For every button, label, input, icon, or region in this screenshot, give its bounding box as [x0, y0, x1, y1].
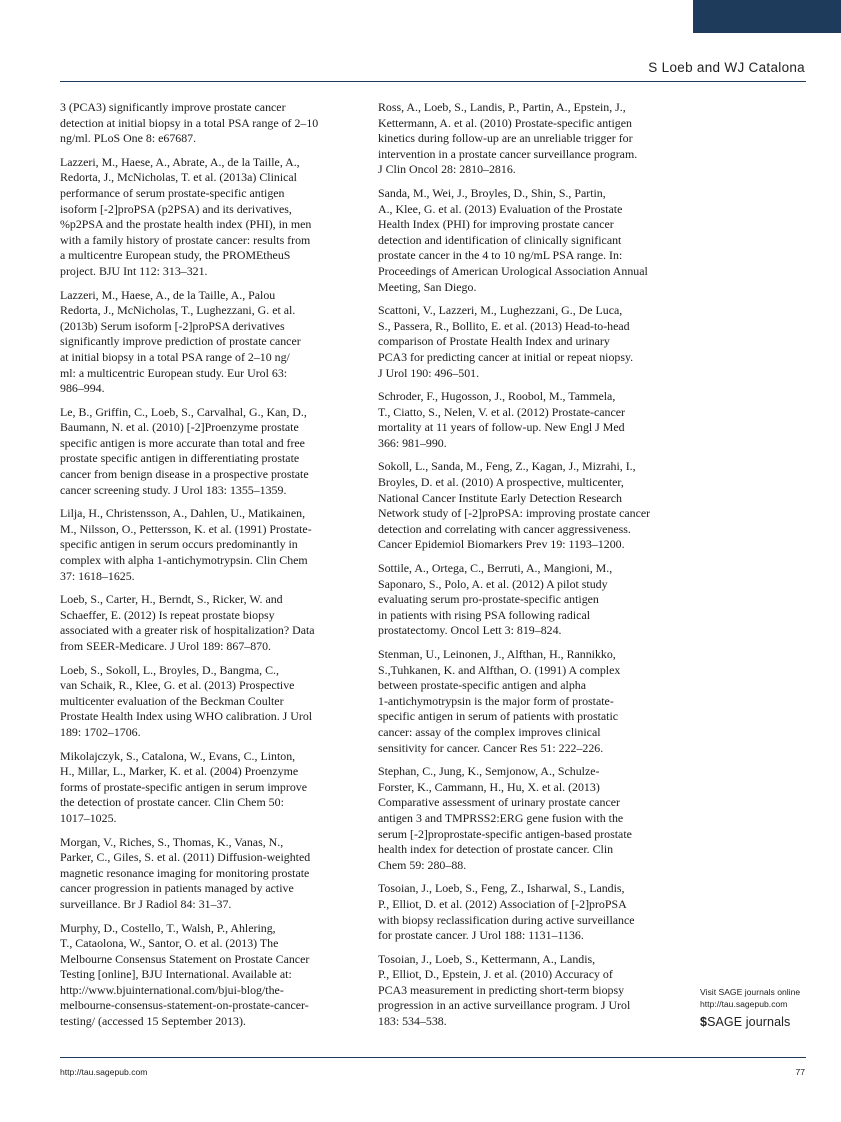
sage-logo-text: SAGE journals	[707, 1015, 791, 1029]
reference-entry: Schroder, F., Hugosson, J., Roobol, M., Tammela, T., Ciatto, S., Nelen, V. et al. (2012) Prostate-cancer mortality at 11 years of follow-up. New Engl J Med 366: 981–990.	[378, 389, 625, 450]
reference-entry: Murphy, D., Costello, T., Walsh, P., Ahlering, T., Cataolona, W., Santor, O. et al. (2013) The Melbourne Consensus Statement on Prostate Cancer Testing [online], BJU International. Available at: http://www.bjuinternational.com/bjui-blog/the- melbourne-consensus-statement-on-prostate-cancer- testing/ (accessed 15 September 2013).	[60, 920, 310, 1029]
reference-entry: Sottile, A., Ortega, C., Berruti, A., Mangioni, M., Saponaro, S., Polo, A. et al. (2012) A pilot study evaluating serum pro-prostate-specific antigen in patients with rising PSA following radical prostatectomy. Oncol Lett 3: 819–824.	[378, 561, 613, 638]
references-right-column	[378, 100, 683, 1038]
reference-entry: Tosoian, J., Loeb, S., Kettermann, A., Landis, P., Elliot, D., Epstein, J. et al. (2010) Accuracy of PCA3 measurement in predicting short-term biopsy progression in an active surveillance program. J Urol 183: 534–538.	[378, 951, 631, 1029]
reference-entry: Morgan, V., Riches, S., Thomas, K., Vanas, N., Parker, C., Giles, S. et al. (2011) Diffusion-weighted magnetic resonance imaging for monitoring prostate cancer progression in patients managed by active surveillance. Br J Radiol 84: 31–37.	[60, 834, 311, 911]
sage-journals-box	[700, 986, 800, 1029]
footer-url-link[interactable]: http://tau.sagepub.com	[60, 1067, 148, 1077]
reference-entry: Sanda, M., Wei, J., Broyles, D., Shin, S., Partin, A., Klee, G. et al. (2013) Evaluation of the Prostate Health Index (PHI) for improving prostate cancer detection and identification of clinically significant prostate cancer in the 4 to 10 ng/mL PSA range. In: Proceedings of American Urological Association Annual Meeting, San Diego.	[378, 185, 648, 294]
sage-logo-mark: $	[700, 1015, 708, 1029]
header-rule	[60, 81, 806, 82]
page-number: 77	[795, 1067, 805, 1077]
reference-entry: Lazzeri, M., Haese, A., Abrate, A., de la Taille, A., Redorta, J., McNicholas, T. et al. (2013a) Clinical performance of serum prostate-specific antigen isoform [-2]proPSA (p2PSA) and its derivatives, %p2PSA and the prostate health index (PHI), in men with a family history of prostate cancer: results from a multicentre European study, the PROMEtheuS project. BJU Int 112: 313–321.	[60, 154, 312, 278]
reference-entry: Lazzeri, M., Haese, A., de la Taille, A., Palou Redorta, J., McNicholas, T., Lughezzani, G. et al. (2013b) Serum isoform [-2]proPSA derivatives significantly improve prediction of prostate cancer at initial biopsy in a total PSA range of 2–10 ng/ ml: a multicentric European study. Eur Urol 63: 986–994.	[60, 287, 301, 396]
reference-entry: Stenman, U., Leinonen, J., Alfthan, H., Rannikko, S.,Tuhkanen, K. and Alfthan, O. (1991) A complex between prostate-specific antigen and alpha 1-antichymotrypsin is the major form of prostate- specific antigen in serum of patients with prostatic cancer: assay of the complex improves clinical sensitivity for cancer. Cancer Res 51: 222–226.	[378, 647, 621, 755]
reference-entry: Loeb, S., Carter, H., Berndt, S., Ricker, W. and Schaeffer, E. (2012) Is repeat prostate biopsy associated with a greater risk of hospitalization? Data from SEER-Medicare. J Urol 189: 867–870.	[60, 592, 315, 653]
reference-entry: Lilja, H., Christensson, A., Dahlen, U., Matikainen, M., Nilsson, O., Pettersson, K. et al. (1991) Prostate- specific antigen in serum occurs predominantly in complex with alpha 1-antichymotrypsin. Clin Chem 37: 1618–1625.	[60, 506, 312, 583]
reference-entry: Tosoian, J., Loeb, S., Feng, Z., Isharwal, S., Landis, P., Elliot, D. et al. (2012) Association of [-2]proPSA with biopsy reclassification during active surveillance for prostate cancer. J Urol 188: 1131–1136.	[378, 881, 635, 943]
reference-entry: Sokoll, L., Sanda, M., Feng, Z., Kagan, J., Mizrahi, I., Broyles, D. et al. (2010) A prospective, multicenter, National Cancer Institute Early Detection Research Network study of [-2]proPSA: improving prostate cancer detection and correlating with cancer aggressiveness. Cancer Epidemiol Biomarkers Prev 19: 1193–1200.	[378, 459, 651, 552]
journal-url-link[interactable]: http://tau.sagepub.com	[700, 999, 788, 1009]
reference-entry: 3 (PCA3) significantly improve prostate cancer detection at initial biopsy in a total PSA range of 2–10 ng/ml. PLoS One 8: e67687.	[60, 100, 319, 146]
visit-sage-text: Visit SAGE journals online	[700, 987, 801, 997]
references-left-column	[60, 100, 365, 1038]
corner-color-block	[693, 0, 841, 33]
running-head: S Loeb and WJ Catalona	[648, 60, 805, 75]
footer-rule	[60, 1057, 806, 1058]
reference-entry: Le, B., Griffin, C., Loeb, S., Carvalhal, G., Kan, D., Baumann, N. et al. (2010) [-2]Proenzyme prostate specific antigen is more accurate than total and free prostate specific antigen in differentiating prostate cancer from benign disease in a prospective prostate cancer screening study. J Urol 183: 1355–1359.	[60, 404, 309, 497]
reference-entry: Stephan, C., Jung, K., Semjonow, A., Schulze- Forster, K., Cammann, H., Hu, X. et al. (2013) Comparative assessment of urinary prostate cancer antigen 3 and TMPRSS2:ERG gene fusion with the serum [-2]proprostate-specific antigen-based prostate health index for detection of prostate cancer. Clin Chem 59: 280–88.	[378, 764, 632, 872]
reference-entry: Ross, A., Loeb, S., Landis, P., Partin, A., Epstein, J., Kettermann, A. et al. (2010) Prostate-specific antigen kinetics during follow-up are an unreliable trigger for intervention in a prostate cancer surveillance program. J Clin Oncol 28: 2810–2816.	[378, 100, 638, 177]
reference-entry: Mikolajczyk, S., Catalona, W., Evans, C., Linton, H., Millar, L., Marker, K. et al. (2004) Proenzyme forms of prostate-specific antigen in serum improve the detection of prostate cancer. Clin Chem 50: 1017–1025.	[60, 748, 307, 825]
reference-entry: Loeb, S., Sokoll, L., Broyles, D., Bangma, C., van Schaik, R., Klee, G. et al. (2013) Prospective multicenter evaluation of the Beckman Coulter Prostate Health Index using WHO calibration. J Urol 189: 1702–1706.	[60, 662, 313, 739]
reference-entry: Scattoni, V., Lazzeri, M., Lughezzani, G., De Luca, S., Passera, R., Bollito, E. et al. (2013) Head-to-head comparison of Prostate Health Index and urinary PCA3 for predicting cancer at initial or repeat niopsy. J Urol 190: 496–501.	[378, 303, 634, 380]
sage-journals-logo	[700, 1015, 800, 1029]
